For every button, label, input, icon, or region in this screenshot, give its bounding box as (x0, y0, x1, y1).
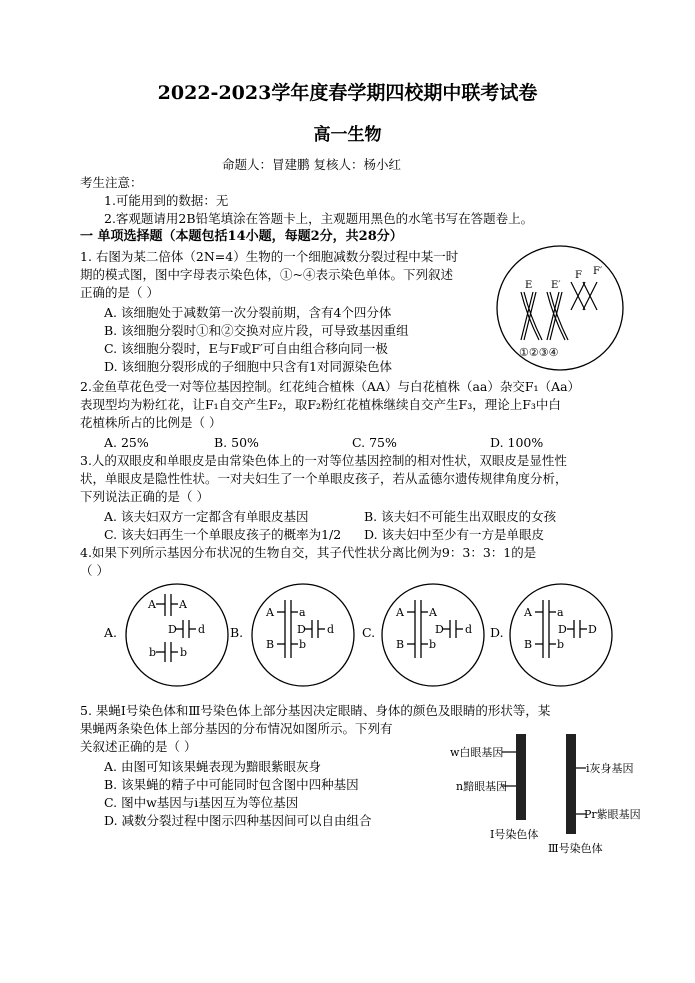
notice-heading: 考生注意： (80, 175, 143, 190)
label-chromatids: ①②③④ (519, 346, 559, 359)
exam-authors: 命题人：冒建鹏 复核人：杨小红 (222, 157, 401, 172)
gene-B: B (266, 638, 275, 651)
q3-stem-1: 3.人的双眼皮和单眼皮是由常染色体上的一对等位基因控制的相对性状，双眼皮是显性性 (80, 453, 567, 468)
q2-option-a: A. 25% (104, 435, 149, 450)
gene-b: b (429, 638, 437, 651)
gene-b: b (557, 638, 565, 651)
q4-cell-a (124, 582, 230, 688)
gene-i-label: i灰身基因 (586, 762, 634, 775)
notice-item-2: 2.客观题请用2B铅笔填涂在答题卡上，主观题用黑色的水笔书写在答题卷上。 (104, 211, 534, 226)
q3-stem-3: 下列说法正确的是（ ） (80, 489, 209, 504)
q1-cell-figure (495, 244, 625, 372)
gene-A1: A (396, 606, 404, 619)
gene-D2: D (588, 623, 597, 636)
q4-cell-c (380, 582, 486, 688)
section-heading: 一 单项选择题（本题包括14小题，每题2分，共28分） (80, 229, 403, 244)
q2-stem-1: 2.金鱼草花色受一对等位基因控制。红花纯合植株（AA）与白花植株（aa）杂交F₁（Aa） (80, 379, 581, 394)
q5-stem-3: 关叙述正确的是（ ） (80, 739, 197, 754)
gene-d: d (327, 623, 335, 636)
label-F: F (575, 270, 582, 281)
gene-A1: A (148, 598, 156, 611)
q1-option-d: D. 该细胞分裂形成的子细胞中只含有1对同源染色体 (104, 359, 392, 374)
q1-option-b: B. 该细胞分裂时①和②交换对应片段，可导致基因重组 (104, 323, 409, 338)
q4-option-d-label: D. (490, 625, 504, 640)
gene-a: a (557, 606, 564, 619)
q1-stem-3: 正确的是（ ） (80, 285, 159, 300)
q4-cell-b (250, 582, 356, 688)
q5-chromosome-figure (440, 728, 655, 858)
gene-A2: A (179, 598, 187, 611)
gene-A2: A (429, 606, 437, 619)
gene-A: A (266, 606, 274, 619)
q4-stem-1: 4.如果下列所示基因分布状况的生物自交，其子代性状分离比例为9：3：3：1的是 (80, 545, 537, 560)
gene-D: D (435, 623, 444, 636)
gene-d: d (198, 623, 206, 636)
q5-stem-2: 果蝇两条染色体上部分基因的分布情况如图所示。下列有 (80, 721, 393, 736)
q3-option-b: B. 该夫妇不可能生出双眼皮的女孩 (364, 509, 557, 524)
gene-D: D (168, 623, 177, 636)
gene-b2: b (180, 646, 188, 659)
label-E: E (525, 280, 533, 291)
q2-stem-3: 花植株所占的比例是（ ） (80, 415, 222, 430)
gene-a: a (299, 606, 306, 619)
q4-cell-d (508, 582, 614, 688)
q1-stem-2: 期的模式图，图中字母表示染色体，①~④表示染色单体。下列叙述 (80, 267, 453, 282)
chromosome-I-label: Ⅰ号染色体 (490, 828, 539, 841)
q3-stem-2: 状，单眼皮是隐性性状。一对夫妇生了一个单眼皮孩子，若从孟德尔遗传规律角度分析， (80, 471, 568, 486)
q4-stem-2: （ ） (80, 563, 109, 578)
gene-d: d (465, 623, 473, 636)
gene-B: B (396, 638, 405, 651)
q5-option-c: C. 图中w基因与i基因互为等位基因 (104, 795, 299, 810)
q2-option-d: D. 100% (490, 435, 544, 450)
q4-option-c-label: C. (362, 625, 376, 640)
gene-B: B (524, 638, 533, 651)
q1-stem-1: 1. 右图为某二倍体（2N=4）生物的一个细胞减数分裂过程中某一时 (80, 249, 459, 264)
q5-option-d: D. 减数分裂过程中图示四种基因间可以自由组合 (104, 813, 372, 828)
gene-D1: D (558, 623, 567, 636)
notice-item-1: 1.可能用到的数据：无 (104, 193, 229, 208)
label-F-prime: F′ (593, 266, 603, 277)
gene-b: b (299, 638, 307, 651)
q5-option-b: B. 该果蝇的精子中可能同时包含图中四种基因 (104, 777, 359, 792)
q5-option-a: A. 由图可知该果蝇表现为黯眼紫眼灰身 (104, 759, 321, 774)
exam-title: 2022-2023学年度春学期四校期中联考试卷 (157, 82, 538, 104)
label-E-prime: E′ (551, 280, 561, 291)
q4-option-b-label: B. (230, 625, 244, 640)
q3-option-d: D. 该夫妇中至少有一方是单眼皮 (364, 527, 545, 542)
gene-pr-label: Pr紫眼基因 (584, 808, 641, 821)
q3-option-c: C. 该夫妇再生一个单眼皮孩子的概率为1/2 (104, 527, 342, 542)
q2-option-c: C. 75% (352, 435, 397, 450)
q5-stem-1: 5. 果蝇Ⅰ号染色体和Ⅲ号染色体上部分基因决定眼睛、身体的颜色及眼睛的形状等，某 (80, 703, 551, 718)
gene-D: D (297, 623, 306, 636)
gene-n-label: n黯眼基因 (456, 780, 508, 793)
q3-option-a: A. 该夫妇双方一定都含有单眼皮基因 (104, 509, 309, 524)
exam-subject: 高一生物 (313, 125, 382, 145)
q2-stem-2: 表现型均为粉红花，让F₁自交产生F₂，取F₂粉红花植株继续自交产生F₃，理论上F₃中白 (80, 397, 561, 412)
q1-option-a: A. 该细胞处于减数第一次分裂前期，含有4个四分体 (104, 305, 392, 320)
q4-option-a-label: A. (104, 625, 118, 640)
gene-A: A (524, 606, 532, 619)
q2-option-b: B. 50% (214, 435, 259, 450)
chromosome-III-label: Ⅲ号染色体 (548, 842, 603, 855)
q1-option-c: C. 该细胞分裂时，E与F或F′可自由组合移向同一极 (104, 341, 388, 356)
gene-b1: b (149, 646, 157, 659)
gene-w-label: w白眼基因 (450, 746, 504, 759)
